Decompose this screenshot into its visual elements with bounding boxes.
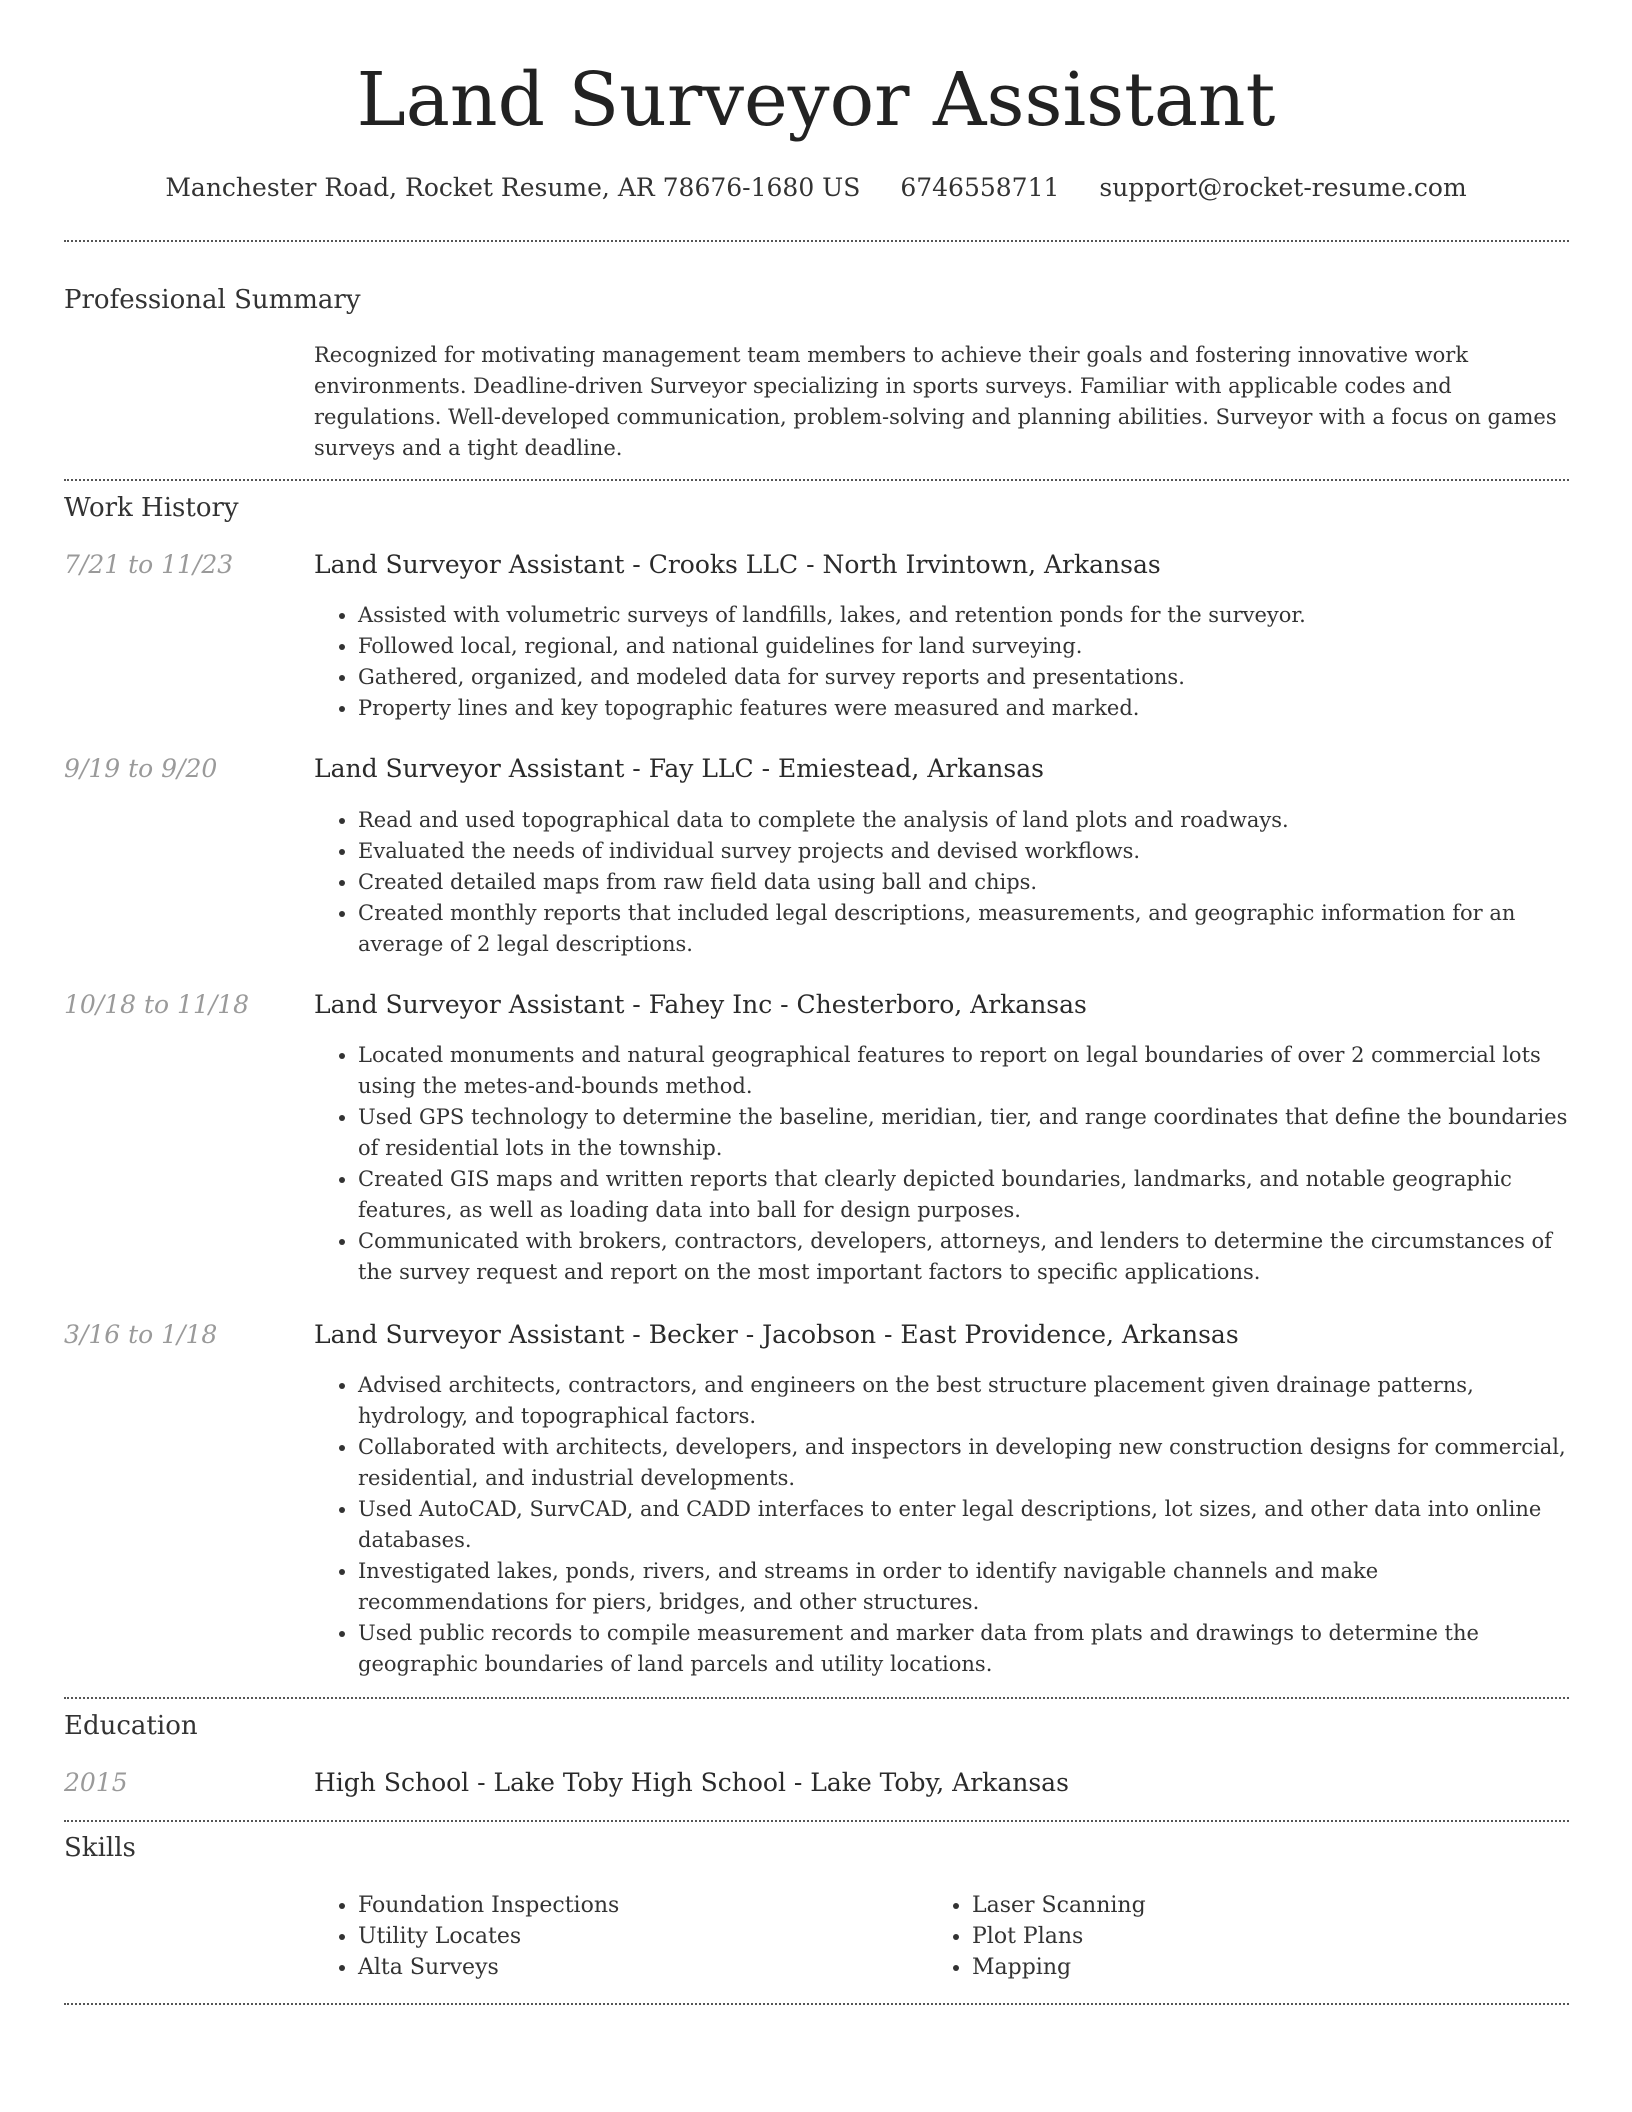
job-duties [314, 1040, 1569, 1288]
skill-item: • Foundation Inspections [358, 1890, 914, 1921]
skills-list-left [314, 1890, 914, 1983]
duty-item: • Followed local, regional, and national guidelines for land surveying. [358, 631, 1569, 662]
divider [64, 1820, 1569, 1822]
duty-item: • Read and used topographical data to complete the analysis of land plots and roadways. [358, 805, 1569, 836]
duty-item: • Used AutoCAD, SurvCAD, and CADD interfaces to enter legal descriptions, lot sizes, and other data into online databases. [358, 1494, 1569, 1556]
summary-heading: Professional Summary [64, 285, 361, 315]
job-title: Land Surveyor Assistant - Crooks LLC - North Irvintown, Arkansas [314, 550, 1161, 579]
job-title: Land Surveyor Assistant - Becker - Jacobson - East Providence, Arkansas [314, 1320, 1239, 1349]
education-date: 2015 [64, 1768, 128, 1797]
duty-item: • Located monuments and natural geographical features to report on legal boundaries of over 2 commercial lots using the metes-and-bounds method. [358, 1040, 1569, 1102]
education-heading: Education [64, 1711, 198, 1741]
job-title: Land Surveyor Assistant - Fay LLC - Emiestead, Arkansas [314, 754, 1044, 783]
duty-item: • Assisted with volumetric surveys of landfills, lakes, and retention ponds for the surveyor. [358, 600, 1569, 631]
contact-phone: 6746558711 [900, 173, 1060, 202]
job-duties [314, 805, 1569, 960]
duty-item: • Investigated lakes, ponds, rivers, and streams in order to identify navigable channels and make recommendations for piers, bridges, and other structures. [358, 1556, 1569, 1618]
skill-item: • Plot Plans [972, 1921, 1528, 1952]
skills-list-right [928, 1890, 1528, 1983]
skill-item: • Utility Locates [358, 1921, 914, 1952]
skill-item: • Alta Surveys [358, 1952, 914, 1983]
divider [64, 1697, 1569, 1699]
job-duties [314, 1370, 1569, 1680]
duty-item: • Created detailed maps from raw field data using ball and chips. [358, 867, 1569, 898]
job-dates: 10/18 to 11/18 [64, 990, 250, 1019]
skill-item: • Mapping [972, 1952, 1528, 1983]
duty-item: • Used public records to compile measurement and marker data from plats and drawings to determine the geographic boundaries of land parcels and utility locations. [358, 1618, 1569, 1680]
job-dates: 3/16 to 1/18 [64, 1320, 218, 1349]
skill-item: • Laser Scanning [972, 1890, 1528, 1921]
job-title: Land Surveyor Assistant - Fahey Inc - Chesterboro, Arkansas [314, 990, 1087, 1019]
skills-heading: Skills [64, 1833, 136, 1863]
job-duties [314, 600, 1569, 724]
duty-item: • Evaluated the needs of individual survey projects and devised workflows. [358, 836, 1569, 867]
duty-item: • Collaborated with architects, developers, and inspectors in developing new construction designs for commercial, residential, and industrial developments. [358, 1432, 1569, 1494]
duty-item: • Created monthly reports that included legal descriptions, measurements, and geographic information for an average of 2 legal descriptions. [358, 898, 1569, 960]
contact-email: support@rocket-resume.com [1099, 173, 1467, 202]
duty-item: • Communicated with brokers, contractors, developers, attorneys, and lenders to determine the circumstances of the survey request and report on the most important factors to specific applications. [358, 1226, 1569, 1288]
duty-item: • Used GPS technology to determine the baseline, meridian, tier, and range coordinates that define the boundaries of residential lots in the township. [358, 1102, 1569, 1164]
divider [64, 479, 1569, 481]
contact-line [0, 170, 1632, 206]
job-dates: 9/19 to 9/20 [64, 754, 218, 783]
contact-address: Manchester Road, Rocket Resume, AR 78676-1680 US [165, 173, 861, 202]
divider [64, 2003, 1569, 2005]
duty-item: • Advised architects, contractors, and engineers on the best structure placement given drainage patterns, hydrology, and topographical factors. [358, 1370, 1569, 1432]
duty-item: • Gathered, organized, and modeled data for survey reports and presentations. [358, 662, 1569, 693]
summary-text: Recognized for motivating management team members to achieve their goals and fostering innovative work environments. Deadline-driven Surveyor specializing in sports surveys. Familiar with applicable codes and regulations. Well-developed communication, problem-solving and planning abilities. Surveyor with a focus on games surveys and a tight deadline. [314, 343, 1557, 460]
education-title: High School - Lake Toby High School - Lake Toby, Arkansas [314, 1768, 1069, 1797]
duty-item: • Created GIS maps and written reports that clearly depicted boundaries, landmarks, and notable geographic features, as well as loading data into ball for design purposes. [358, 1164, 1569, 1226]
divider [64, 240, 1569, 242]
candidate-name: Land Surveyor Assistant [356, 57, 1276, 143]
work-history-heading: Work History [64, 493, 239, 523]
duty-item: • Property lines and key topographic features were measured and marked. [358, 693, 1569, 724]
job-dates: 7/21 to 11/23 [64, 550, 234, 579]
